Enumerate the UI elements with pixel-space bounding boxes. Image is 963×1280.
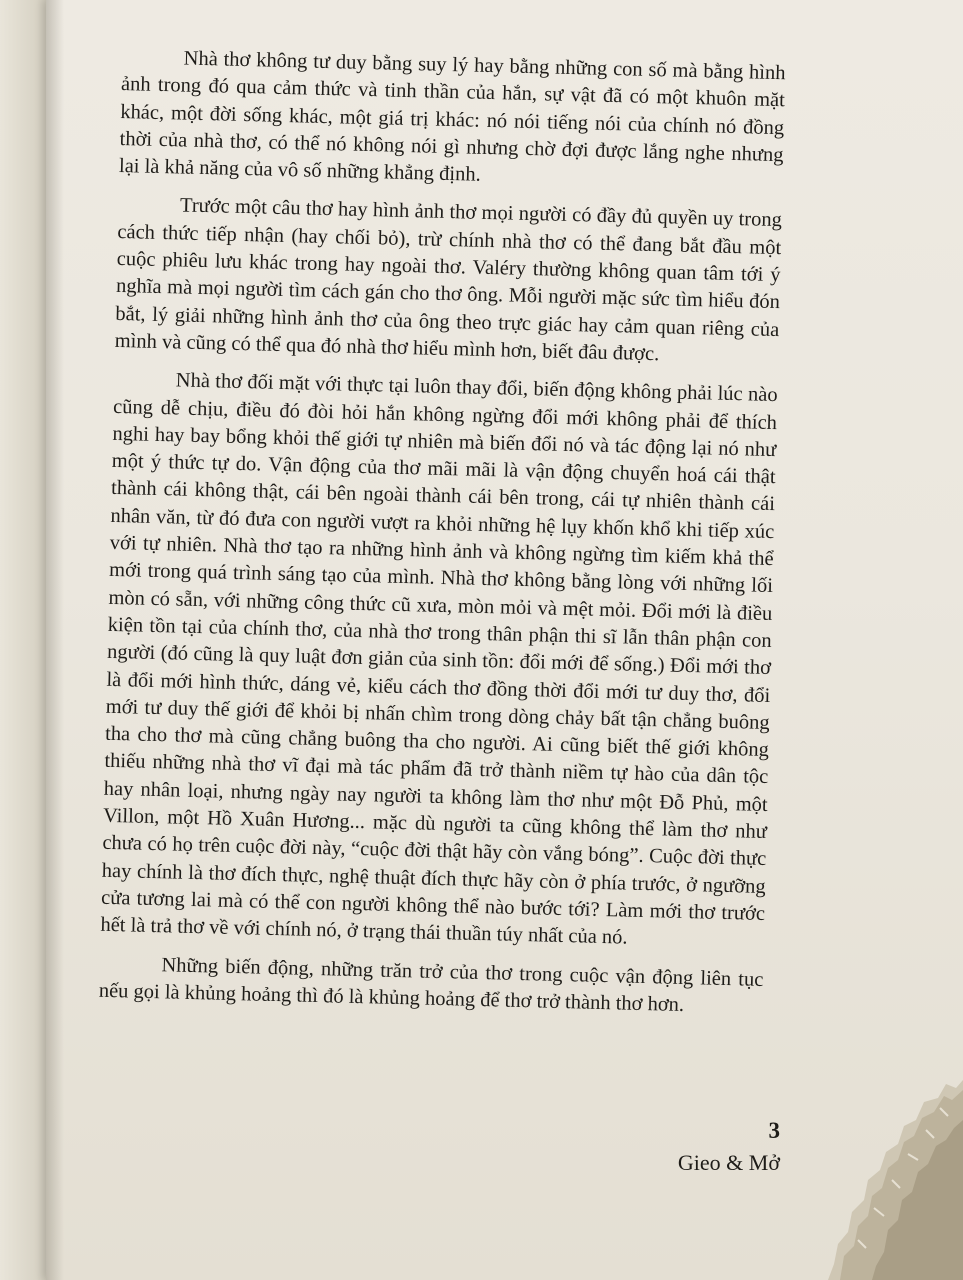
- body-text: [99, 44, 786, 1021]
- paragraph-3: Nhà thơ đối mặt với thực tại luôn thay đổi, biến động không phải lúc nào cũng dễ chịu, điều đó đòi hỏi hắn không ngừng đổi mới không phải để thích nghi hay bay bổng khỏi thế giới tự nhiên mà biến đổi nó và tác động lại nó như một ý thức tự do. Vận động của thơ mãi mãi là vận động chuyển hoá cái thật thành cái không thật, cái bên ngoài thành cái bên trong, cái tự nhiên thành cái nhân văn, từ đó đưa con người vượt ra khỏi những hệ lụy khốn khổ khi tiếp xúc với tự nhiên. Nhà thơ tạo ra những hình ảnh và không ngừng tìm kiếm khả thể mới trong quá trình sáng tạo của mình. Nhà thơ không bằng lòng với những lối mòn có sẵn, với những công thức cũ xưa, mòn mỏi và mệt mỏi. Đổi mới là điều kiện tồn tại của chính thơ, của nhà thơ trong thân phận thi sĩ lẫn thân phận con người (đó cũng là quy luật đơn giản của sinh tồn: đổi mới để sống.) Đổi mới thơ là đổi mới hình thức, dáng vẻ, kiểu cách thơ đồng thời đổi mới tư duy thơ, đổi mới tư duy thế giới để khỏi bị nhấn chìm trong dòng chảy bất tận chẳng buông tha cho thơ mà cũng chẳng buông tha cho người. Ai cũng biết thế giới không thiếu những nhà thơ vĩ đại mà tác phẩm đã trở thành niềm tự hào của dân tộc hay nhân loại, nhưng ngày nay người ta không làm thơ như một Đỗ Phủ, một Villon, một Hồ Xuân Hương... mặc dù người ta cũng không thể làm thơ như chưa có họ trên cuộc đời này, “cuộc đời thật hãy còn vắng bóng”. Cuộc đời thực hay chính là thơ đích thực, nghệ thuật đích thực hãy còn ở phía trước, ở ngưỡng cửa tương lai mà có thể con người không thể nào bước tới? Làm mới thơ trước hết là trả thơ về với chính nó, ở trạng thái thuần túy nhất của nó.: [100, 369, 778, 949]
- paragraph-2: Trước một câu thơ hay hình ảnh thơ mọi người có đầy đủ quyền uy trong cách thức tiếp nhận (hay chối bỏ), trừ chính nhà thơ có thể đang bắt đầu một cuộc phiêu lưu khác trong hay ngoài thơ. Valéry thường không quan tâm tới ý nghĩa mà mọi người tìm cách gán cho thơ ông. Mỗi người mặc sức tìm hiểu đón bắt, lý giải những hình ảnh thơ của ông theo trực giác hay cảm quan riêng của mình và cũng có thể qua đó nhà thơ hiểu mình hơn, biết đâu được.: [114, 194, 783, 366]
- running-footer: Gieo & Mở: [677, 1150, 780, 1175]
- torn-corner-damage: [828, 1080, 963, 1280]
- paragraph-1: Nhà thơ không tư duy bằng suy lý hay bằng những con số mà bằng hình ảnh trong đó qua cảm thức và tinh thần của hắn, sự vật đã có một khuôn mặt khác, một đời sống khác, một giá trị khác: nó nói tiếng nói của chính nó đồng thời của nhà thơ, có thể nó không nói gì nhưng chờ đợi được lắng nghe nhưng lại là khả năng của vô số những khẳng định.: [118, 47, 786, 186]
- paragraph-4: Những biến động, những trăn trở của thơ trong cuộc vận động liên tục nếu gọi là khủng hoảng thì đó là khủng hoảng để thơ trở thành thơ hơn.: [98, 953, 764, 1016]
- page-number: 3: [768, 1118, 780, 1143]
- page-edge-shadow: [46, 0, 64, 1280]
